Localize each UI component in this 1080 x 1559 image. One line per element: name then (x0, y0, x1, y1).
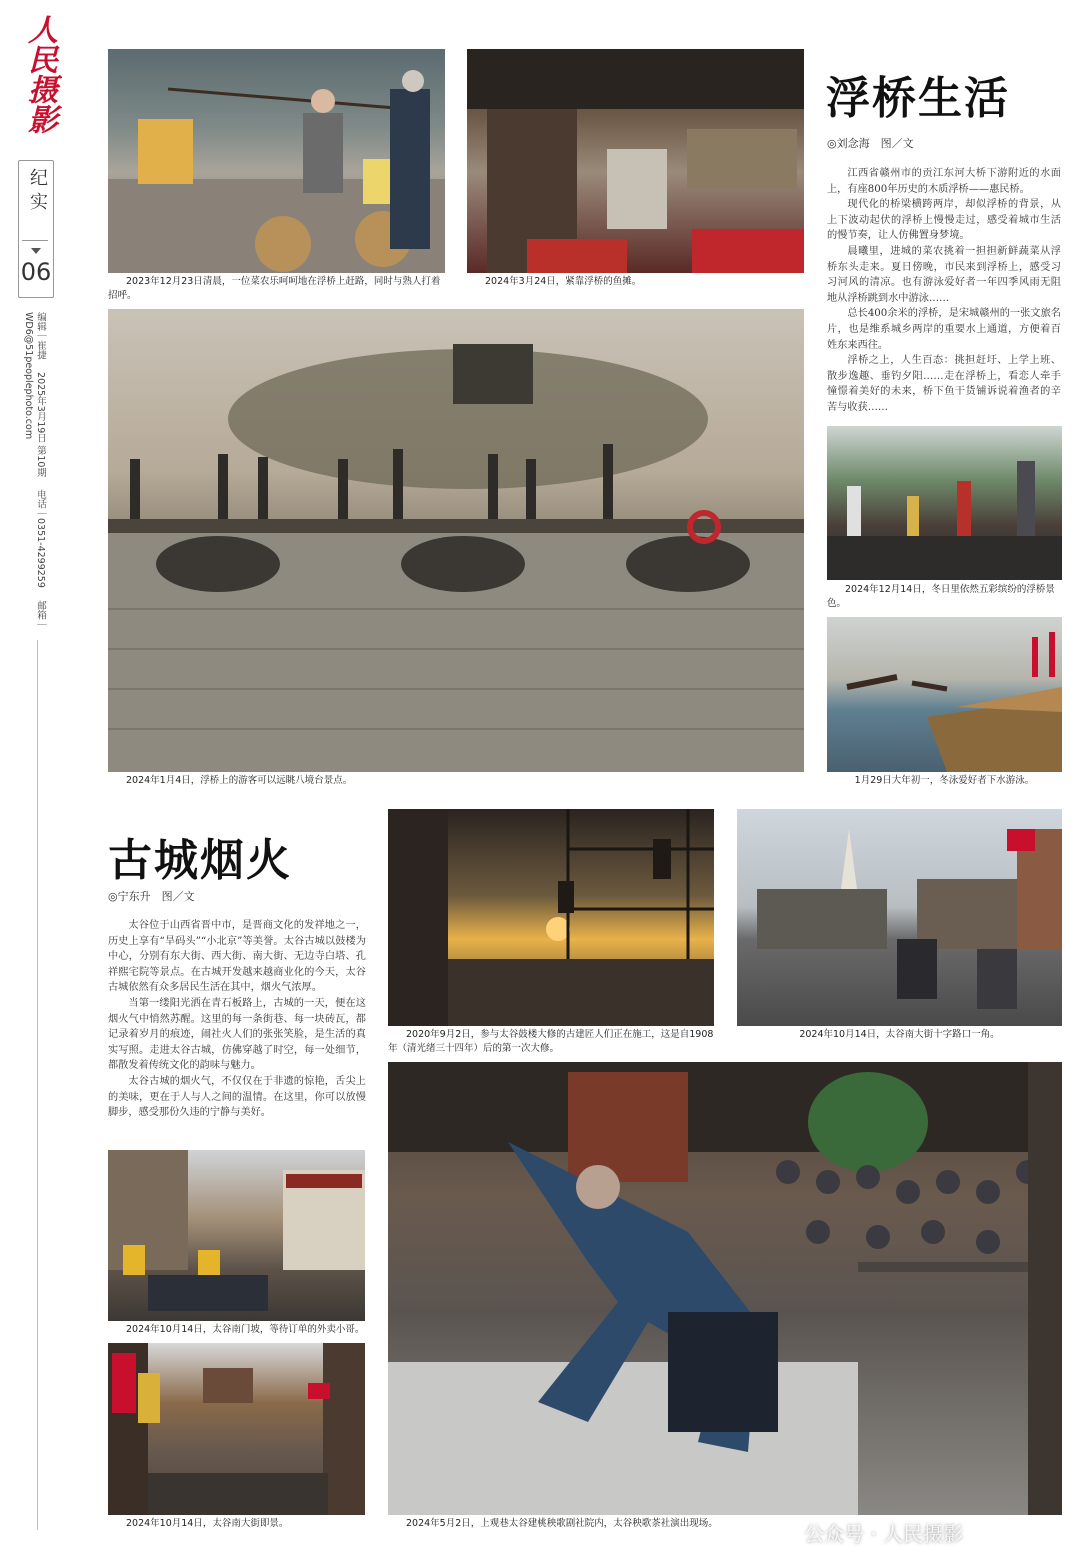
watermark (770, 1518, 963, 1546)
swimming-art (827, 617, 1062, 772)
caption-s1-photo3: 2024年1月4日，浮桥上的游客可以远眺八境台景点。 (126, 775, 353, 786)
south-street-art (108, 1343, 365, 1515)
story1-paragraph: 现代化的桥梁横跨两岸，却似浮桥的背景，从上下波动起伏的浮桥上慢慢走过，感受着城市生活的慢节奏，让人仿佛置身梦境。 (827, 199, 1061, 242)
story2-title: 古城烟火 (108, 835, 292, 886)
bridge-scene-art (108, 309, 804, 772)
farmer-scene-art (108, 49, 445, 273)
page-info (22, 312, 46, 632)
story2-body (108, 918, 366, 1121)
delivery-art (108, 1150, 365, 1321)
photo-winter-bridge (827, 426, 1062, 580)
fish-stall-art (467, 49, 804, 273)
photo-pontoon-bridge (108, 309, 804, 772)
caption-s2-photo1: 2020年9月2日，参与太谷鼓楼大修的古建匠人们正在施工，这是自1908年（清光绪三十四年）后的第一次大修。 (388, 1029, 714, 1054)
story2-paragraph: 太谷古城的烟火气，不仅仅在于非遗的惊艳，舌尖上的美味，更在于人与人之间的温情。在这里，你可以放慢脚步，感受那份久违的宁静与美好。 (108, 1075, 366, 1119)
email: 邮箱｜WD6@51peoplephoto.com (23, 312, 46, 629)
story1-paragraph: 晨曦里，进城的菜农挑着一担担新鲜蔬菜从浮桥东头走来。夏日傍晚，市民来到浮桥上，感受习习河风的清凉。也有游泳爱好者一年四季风雨无阻地从浮桥跳到水中游泳…… (827, 245, 1061, 304)
caption-s1-photo2: 2024年3月24日，紧靠浮桥的鱼摊。 (485, 276, 642, 287)
page-date: 2025年3月19日 第10期 (35, 372, 46, 477)
story2-byline: ◎宁东升 图／文 (108, 890, 195, 903)
phone: 电话｜0351-4299259 (35, 489, 46, 588)
caption-s1-photo1: 2023年12月23日清晨，一位菜农乐呵呵地在浮桥上赶路，同时与熟人打着招呼。 (108, 276, 441, 301)
photo-fish-stall (467, 49, 804, 273)
story1-paragraph: 总长400余米的浮桥，是宋城赣州的一张文旅名片，也是维系城乡两岸的重要水上通道，方便着百姓东来西往。 (827, 308, 1061, 351)
section-divider (22, 240, 48, 241)
page-number: 06 (20, 258, 52, 286)
story1-title: 浮桥生活 (826, 73, 1010, 124)
drum-tower-art (388, 809, 714, 1026)
story1-paragraph: 江西省赣州市的贡江东河大桥下游附近的水面上，有座800年历史的木质浮桥——惠民桥。 (827, 168, 1061, 195)
winter-bridge-art (827, 426, 1062, 580)
photo-winter-swimming (827, 617, 1062, 772)
caption-s2-photo2: 2024年10月14日，太谷南大街十字路口一角。 (799, 1029, 1000, 1040)
opera-art (388, 1062, 1062, 1515)
photo-delivery-riders (108, 1150, 365, 1321)
masthead-rule (37, 640, 38, 1530)
caption-s2-photo4: 2024年10月14日，太谷南大街即景。 (126, 1518, 289, 1529)
story1-byline: ◎刘念海 图／文 (827, 137, 914, 150)
photo-south-street (108, 1343, 365, 1515)
masthead-logo: 人民摄影 (22, 14, 57, 134)
caption-s2-photo5: 2024年5月2日，上观巷太谷建桃秧歌剧社院内，太谷秧歌茶社演出现场。 (406, 1518, 718, 1529)
photo-drum-tower-repair (388, 809, 714, 1026)
wechat-icon (770, 1522, 796, 1542)
story1-body (827, 166, 1061, 416)
caption-s2-photo3: 2024年10月14日，太谷南门坡，等待订单的外卖小哥。 (126, 1324, 365, 1335)
story2-paragraph: 太谷位于山西省晋中市，是晋商文化的发祥地之一，历史上享有“旱码头”“小北京”等美誉。太谷古城以鼓楼为中心，分别有东大街、西大街、南大街、无边寺白塔、孔祥熙宅院等景点。在古城开发越来越商业化的今天，太谷古城依然有众多居民生活在其中，烟火气浓厚。 (108, 920, 366, 994)
story2-paragraph: 当第一缕阳光洒在青石板路上，古城的一天，便在这烟火气中悄然苏醒。这里的每一条街巷、每一块砖瓦，都记录着岁月的痕迹，闹社火人们的张张笑脸，是生活的真实写照。走进太谷古城，仿佛穿越了时空，每一处细节，都散发着传统文化的韵味与魅力。 (108, 997, 366, 1072)
photo-opera-performance (388, 1062, 1062, 1515)
page-marker-icon (31, 248, 41, 254)
photo-farmer-on-bridge (108, 49, 445, 273)
watermark-text: 公众号 · 人民摄影 (804, 1521, 964, 1546)
editor: 编辑｜崔捷 (35, 312, 46, 360)
caption-s1-photo4: 2024年12月14日，冬日里依然五彩缤纷的浮桥景色。 (827, 584, 1055, 609)
crossroads-art (737, 809, 1062, 1026)
photo-crossroads (737, 809, 1062, 1026)
story1-paragraph: 浮桥之上，人生百态：挑担赶圩、上学上班、散步逸趣、垂钓夕阳……走在浮桥上，看恋人牵手憧憬着美好的未来，桥下鱼干货铺诉说着渔者的辛苦与收获…… (827, 355, 1061, 413)
section-label: 纪实 (27, 168, 48, 216)
caption-s1-photo5: 1月29日大年初一，冬泳爱好者下水游泳。 (854, 775, 1035, 786)
